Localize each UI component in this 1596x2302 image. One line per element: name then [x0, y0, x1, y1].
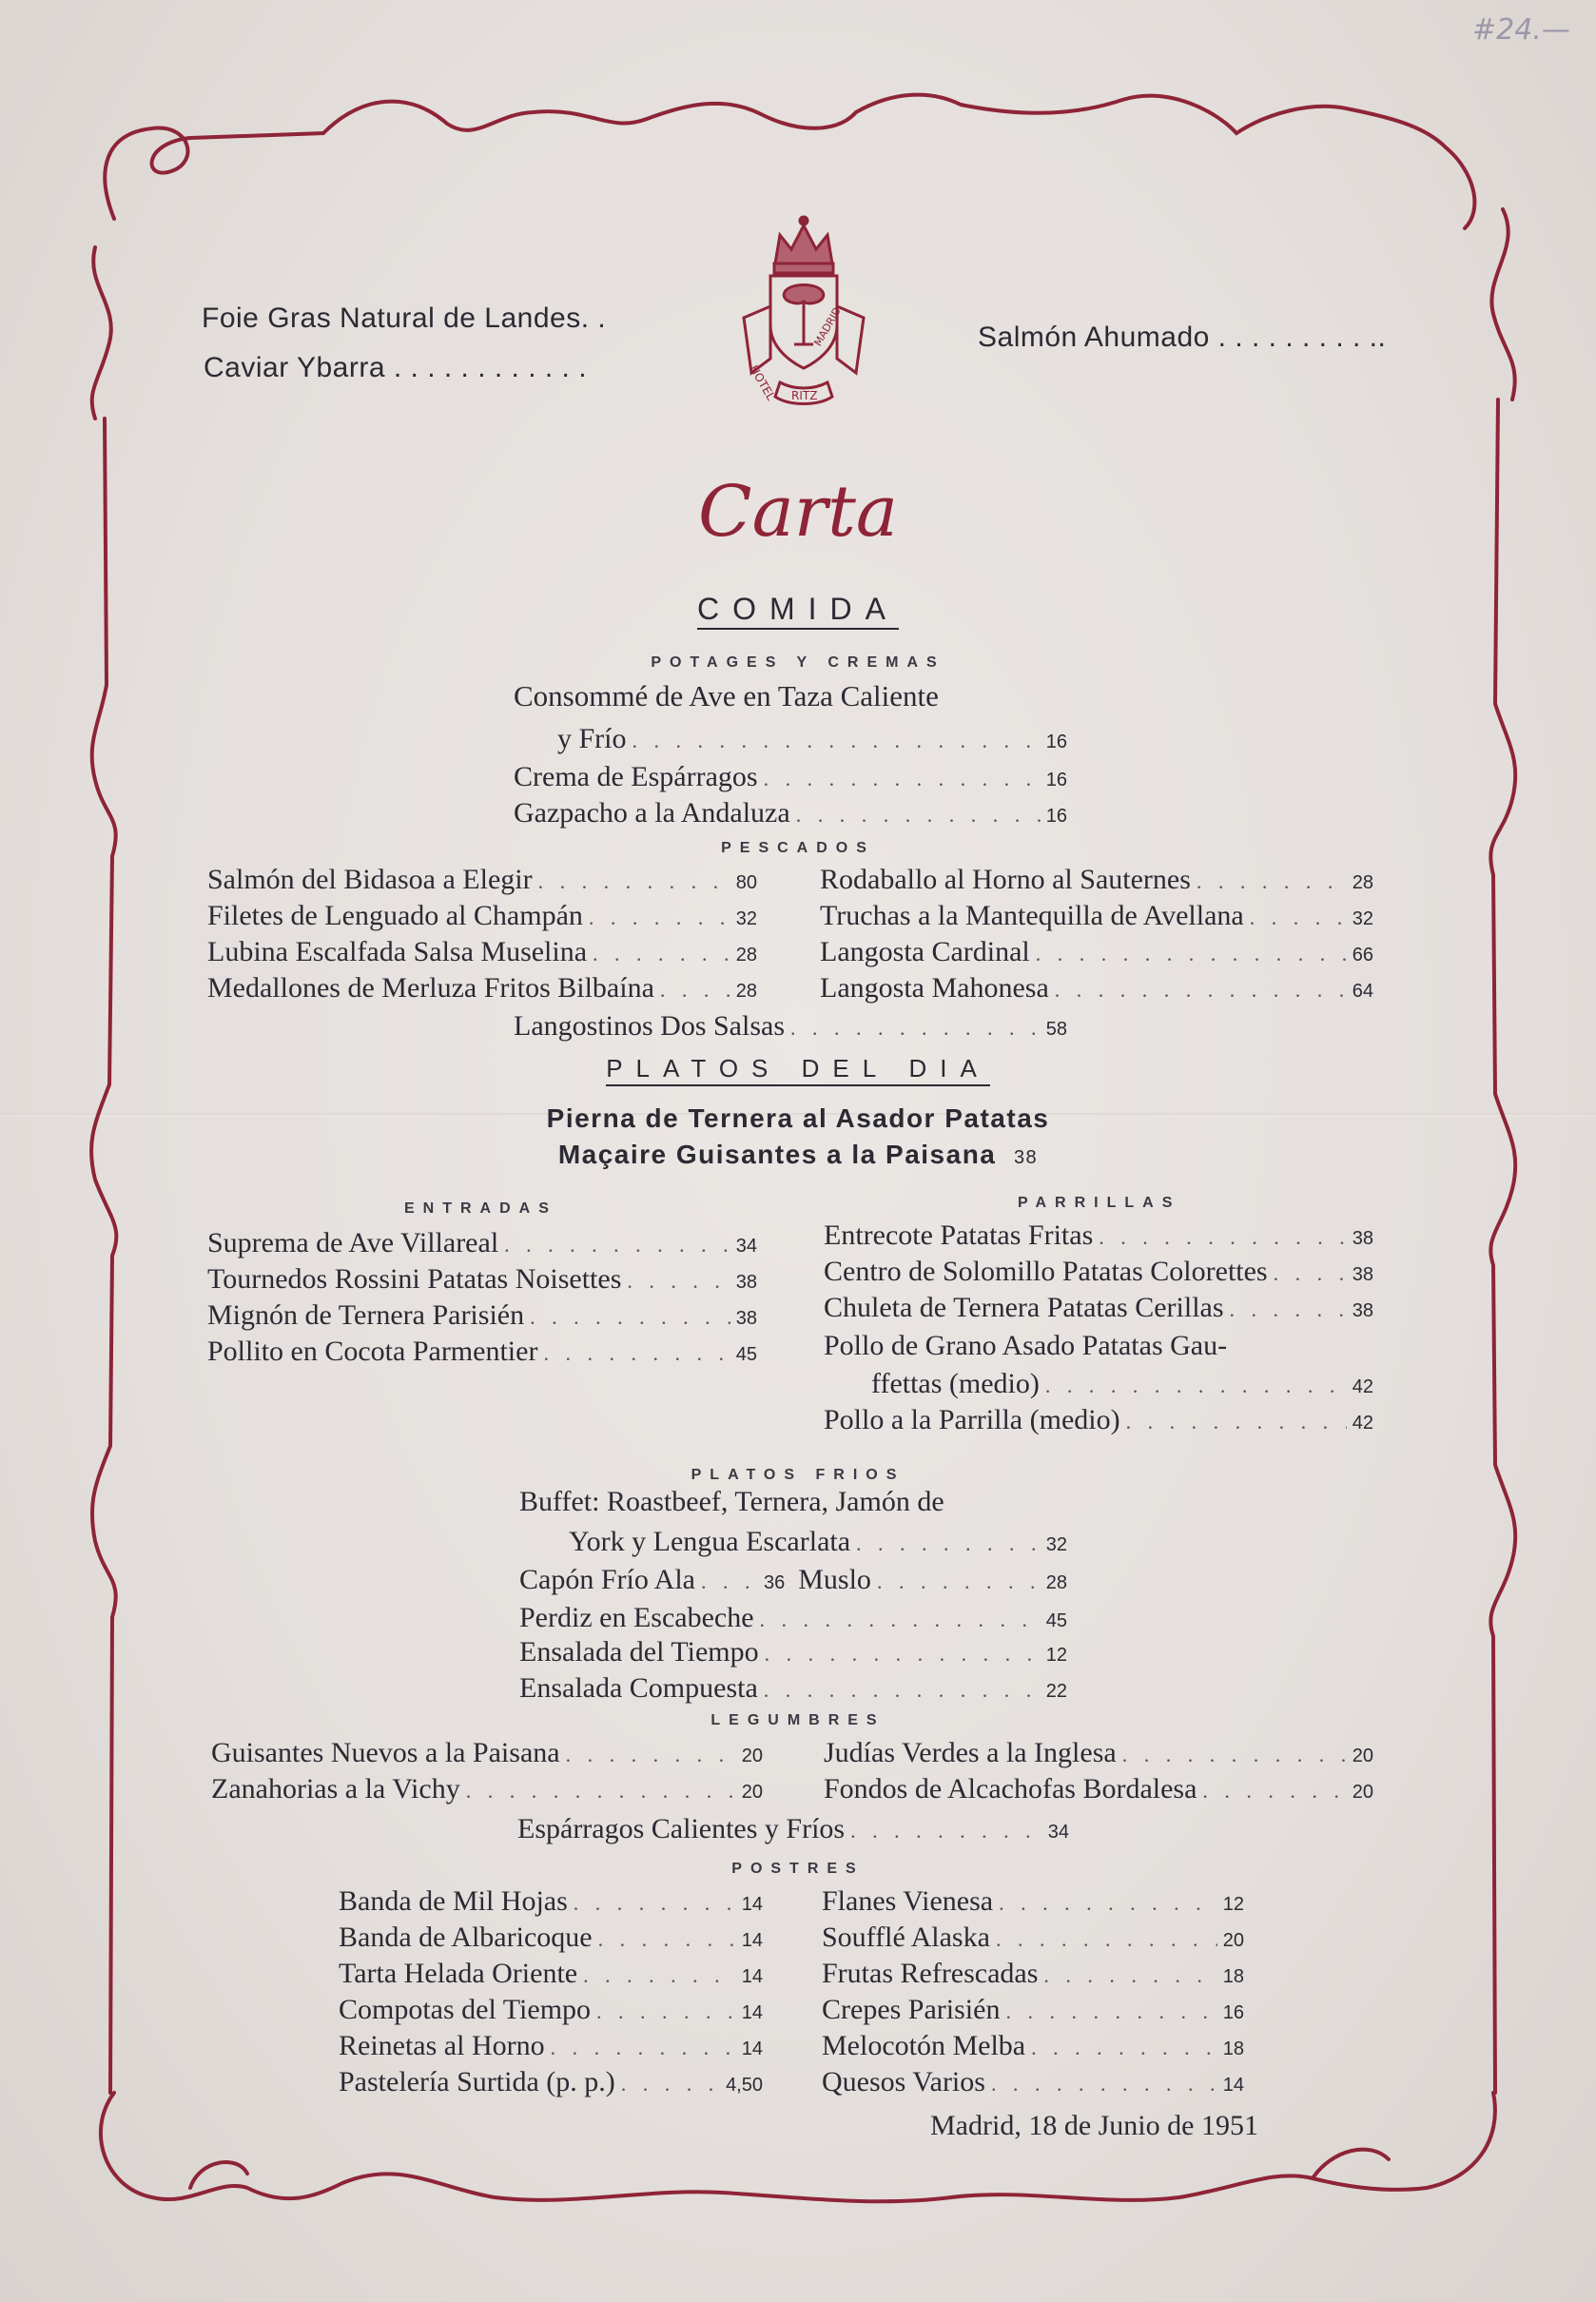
item-price: 16	[1045, 732, 1067, 752]
item-name: Rodaballo al Horno al Sauternes	[820, 864, 1191, 895]
plato-del-dia-line-1: Pierna de Ternera al Asador Patatas	[546, 1103, 1050, 1133]
parrilla-item	[824, 1219, 1373, 1252]
pescado-item	[820, 900, 1373, 932]
item-price: 45	[735, 1344, 757, 1365]
postre-item	[339, 1885, 763, 1918]
item-price: 14	[741, 2039, 763, 2059]
item-price: 42	[1352, 1413, 1373, 1434]
leader-dots	[877, 1570, 1041, 1594]
item-price: 36	[764, 1572, 786, 1593]
item-price: 12	[1045, 1645, 1067, 1666]
leader-dots	[538, 869, 730, 894]
leader-dots	[660, 978, 730, 1003]
item-name: Capón Frío Ala	[519, 1564, 695, 1595]
parrilla-item	[824, 1404, 1373, 1436]
item-name: Filetes de Lenguado al Champán	[207, 900, 583, 931]
handwritten-corner-note: #24.—	[1472, 13, 1570, 47]
pescado-item	[820, 936, 1373, 968]
parrilla-item	[871, 1368, 1373, 1400]
leader-dots	[991, 2072, 1217, 2097]
platos-del-dia-heading-text: PLATOS DEL DIA	[606, 1054, 990, 1086]
pescado-item	[820, 972, 1373, 1005]
item-price: 20	[1222, 1930, 1244, 1951]
plato-frio-item	[519, 1564, 1067, 1596]
section-heading-pescados: PESCADOS	[721, 840, 875, 856]
leader-dots	[1045, 1374, 1347, 1398]
item-name: Centro de Solomillo Patatas Colorettes	[824, 1256, 1268, 1287]
section-heading-legumbres: LEGUMBRES	[710, 1712, 886, 1728]
item-name: Banda de Mil Hojas	[339, 1885, 568, 1917]
leader-dots	[765, 1642, 1041, 1667]
entrada-item	[207, 1263, 757, 1296]
leader-dots	[1043, 1963, 1216, 1988]
crest-text-right: MADRID	[811, 304, 845, 349]
entrada-item	[207, 1227, 757, 1259]
item-price: 64	[1352, 981, 1373, 1002]
pescado-item	[514, 1010, 1067, 1043]
item-price: 38	[1352, 1228, 1373, 1249]
legumbre-item	[211, 1773, 763, 1805]
leader-dots	[574, 1891, 736, 1916]
item-name: Perdiz en Escabeche	[519, 1602, 754, 1633]
item-name: Banda de Albaricoque	[339, 1922, 593, 1953]
hotel-ritz-crest-icon	[732, 211, 875, 430]
pescado-item	[207, 864, 757, 896]
plato-frio-item	[519, 1602, 1067, 1634]
menu-title: Carta	[698, 471, 898, 553]
postre-item	[339, 2030, 763, 2062]
item-name: Melocotón Melba	[822, 2030, 1026, 2061]
comida-heading	[0, 592, 1596, 627]
legumbre-item	[824, 1737, 1373, 1769]
item-price: 20	[1352, 1782, 1373, 1803]
item-price: 32	[735, 908, 757, 929]
item-price: 38	[1352, 1264, 1373, 1285]
plato-frio-item	[519, 1636, 1067, 1668]
item-name: Crema de Espárragos	[514, 761, 758, 792]
leader-dots	[551, 2036, 736, 2060]
item-name: Salmón del Bidasoa a Elegir	[207, 864, 533, 895]
item-price: 66	[1352, 945, 1373, 966]
parrilla-item	[824, 1256, 1373, 1288]
crest-text-center: RITZ	[791, 389, 818, 402]
item-price: 45	[1045, 1610, 1067, 1631]
leader-dots	[996, 1927, 1217, 1952]
top-item-caviar: Caviar Ybarra . . . . . . . . . . . .	[204, 352, 588, 383]
potage-item	[514, 761, 1067, 793]
item-name: Entrecote Patatas Fritas	[824, 1219, 1094, 1251]
item-name: Compotas del Tiempo	[339, 1994, 592, 2025]
item-price: 4,50	[726, 2075, 763, 2096]
leader-dots	[1230, 1297, 1347, 1322]
leader-dots	[796, 803, 1041, 828]
postre-item	[822, 2030, 1244, 2062]
leader-dots	[1055, 978, 1347, 1003]
plato-del-dia-price: 38	[1013, 1147, 1039, 1168]
item-name: Guisantes Nuevos a la Paisana	[211, 1737, 560, 1768]
leader-dots	[466, 1779, 736, 1804]
item-name: York y Lengua Escarlata	[569, 1526, 851, 1557]
leader-dots	[621, 2072, 720, 2097]
plato-frio-item: Buffet: Roastbeef, Ternera, Jamón de	[519, 1486, 944, 1517]
item-name: Langosta Mahonesa	[820, 972, 1049, 1004]
item-name: Ensalada Compuesta	[519, 1672, 758, 1704]
item-name: Judías Verdes a la Inglesa	[824, 1737, 1117, 1768]
leader-dots	[504, 1233, 730, 1258]
menu-date: Madrid, 18 de Junio de 1951	[930, 2110, 1258, 2141]
item-name: Lubina Escalfada Salsa Muselina	[207, 936, 588, 967]
top-item-foie-gras: Foie Gras Natural de Landes. .	[202, 302, 607, 334]
item-price: 16	[1045, 770, 1067, 790]
item-name: Fondos de Alcachofas Bordalesa	[824, 1773, 1197, 1805]
leader-dots	[589, 906, 730, 930]
leader-dots	[764, 1678, 1041, 1703]
entrada-item	[207, 1336, 757, 1368]
plato-del-dia-name: Maçaire Guisantes a la Paisana	[557, 1140, 997, 1169]
item-price: 14	[741, 1966, 763, 1987]
leader-dots	[566, 1743, 736, 1767]
leader-dots	[593, 942, 730, 966]
item-price: 38	[735, 1272, 757, 1293]
leader-dots	[856, 1531, 1041, 1556]
leader-dots	[764, 767, 1041, 791]
plato-frio-item	[519, 1672, 1067, 1705]
item-price-muslo: 28	[1045, 1572, 1067, 1593]
item-name: ffettas (medio)	[871, 1368, 1040, 1399]
item-name: Chuleta de Ternera Patatas Cerillas	[824, 1292, 1224, 1323]
item-name: Frutas Refrescadas	[822, 1958, 1039, 1989]
leader-dots	[1126, 1410, 1347, 1434]
section-heading-postres: POSTRES	[731, 1861, 865, 1877]
leader-dots	[701, 1570, 758, 1594]
platos-del-dia-heading	[0, 1054, 1596, 1083]
item-name: Quesos Varios	[822, 2066, 985, 2097]
item-price: 14	[741, 2002, 763, 2023]
leader-dots	[543, 1341, 730, 1366]
item-name: Pastelería Surtida (p. p.)	[339, 2066, 615, 2097]
leader-dots	[850, 1819, 1042, 1844]
leader-dots	[760, 1608, 1041, 1632]
item-price: 14	[1222, 2075, 1244, 2096]
item-price: 16	[1222, 2002, 1244, 2023]
top-item-salmon: Salmón Ahumado . . . . . . . . . ..	[978, 322, 1387, 353]
item-name: Mignón de Ternera Parisién	[207, 1299, 525, 1331]
leader-dots	[1202, 1779, 1346, 1804]
pescado-item	[207, 972, 757, 1005]
item-name: Tarta Helada Oriente	[339, 1958, 578, 1989]
item-price: 16	[1045, 806, 1067, 827]
item-price: 18	[1222, 1966, 1244, 1987]
item-name: Ensalada del Tiempo	[519, 1636, 759, 1668]
entrada-item	[207, 1299, 757, 1332]
item-price: 80	[735, 872, 757, 893]
plato-frio-item	[569, 1526, 1067, 1558]
pescado-item	[207, 936, 757, 968]
leader-dots	[1036, 942, 1347, 966]
item-price: 28	[735, 981, 757, 1002]
leader-dots	[530, 1305, 730, 1330]
crest-text-left: HOTEL	[747, 362, 778, 403]
item-name: Truchas a la Mantequilla de Avellana	[820, 900, 1244, 931]
item-price: 20	[1352, 1746, 1373, 1766]
pescado-item	[820, 864, 1373, 896]
item-name: Flanes Vienesa	[822, 1885, 994, 1917]
item-price: 58	[1045, 1019, 1067, 1040]
pescado-item	[207, 900, 757, 932]
item-price: 32	[1352, 908, 1373, 929]
section-heading-platos-frios: PLATOS FRIOS	[691, 1467, 905, 1483]
leader-dots	[1250, 906, 1347, 930]
item-price: 28	[1352, 872, 1373, 893]
parrilla-item	[824, 1292, 1373, 1324]
item-name: Zanahorias a la Vichy	[211, 1773, 460, 1805]
section-heading-entradas: ENTRADAS	[404, 1200, 557, 1217]
leader-dots	[1197, 869, 1347, 894]
item-name: Pollo a la Parrilla (medio)	[824, 1404, 1120, 1435]
item-price: 22	[1045, 1681, 1067, 1702]
item-price: 38	[735, 1308, 757, 1329]
item-price: 20	[741, 1746, 763, 1766]
legumbre-item	[211, 1737, 763, 1769]
item-price: 14	[741, 1930, 763, 1951]
item-price: 34	[735, 1236, 757, 1257]
leader-dots	[1099, 1225, 1347, 1250]
leader-dots	[583, 1963, 736, 1988]
potage-item: Consommé de Ave en Taza Caliente	[514, 679, 939, 712]
item-name: Suprema de Ave Villareal	[207, 1227, 499, 1258]
item-price: 12	[1222, 1894, 1244, 1915]
item-price: 34	[1047, 1822, 1069, 1843]
leader-dots	[1031, 2036, 1217, 2060]
parrilla-item: Pollo de Grano Asado Patatas Gau-	[824, 1330, 1228, 1361]
postre-item	[339, 1922, 763, 1954]
leader-dots	[596, 2000, 736, 2024]
plato-del-dia-line-2	[0, 1140, 1596, 1170]
leader-dots	[627, 1269, 730, 1294]
leader-dots	[1274, 1261, 1347, 1286]
item-name-muslo: Muslo	[798, 1564, 871, 1595]
legumbre-item	[517, 1813, 1069, 1845]
item-price: 14	[741, 1894, 763, 1915]
item-price: 28	[735, 945, 757, 966]
postre-item	[339, 2066, 763, 2098]
item-name: Medallones de Merluza Fritos Bilbaína	[207, 972, 654, 1004]
item-name: Reinetas al Horno	[339, 2030, 545, 2061]
comida-heading-text: COMIDA	[697, 592, 899, 630]
leader-dots	[1005, 2000, 1216, 2024]
item-price: 32	[1045, 1534, 1067, 1555]
item-name: Langostinos Dos Salsas	[514, 1010, 785, 1042]
item-price: 18	[1222, 2039, 1244, 2059]
legumbre-item	[824, 1773, 1373, 1805]
item-price: 42	[1352, 1376, 1373, 1397]
item-name: y Frío	[557, 723, 627, 754]
item-name: Langosta Cardinal	[820, 936, 1030, 967]
leader-dots	[999, 1891, 1217, 1916]
item-name: Pollito en Cocota Parmentier	[207, 1336, 538, 1367]
potage-item	[557, 723, 1067, 755]
section-heading-potages: POTAGES Y CREMAS	[651, 654, 945, 671]
leader-dots	[598, 1927, 736, 1952]
item-price: 38	[1352, 1300, 1373, 1321]
leader-dots	[633, 729, 1041, 753]
leader-dots	[790, 1016, 1041, 1041]
item-name: Soufflé Alaska	[822, 1922, 990, 1953]
item-name: Crepes Parisién	[822, 1994, 1001, 2025]
postre-item	[339, 1958, 763, 1990]
item-price: 20	[741, 1782, 763, 1803]
postre-item	[822, 1922, 1244, 1954]
item-name: Espárragos Calientes y Fríos	[517, 1813, 846, 1844]
postre-item	[822, 1994, 1244, 2026]
section-heading-parrillas: PARRILLAS	[1018, 1195, 1181, 1211]
postre-item	[822, 2066, 1244, 2098]
item-name: Gazpacho a la Andaluza	[514, 797, 790, 829]
postre-item	[822, 1958, 1244, 1990]
postre-item	[339, 1994, 763, 2026]
leader-dots	[1122, 1743, 1347, 1767]
postre-item	[822, 1885, 1244, 1918]
item-name: Tournedos Rossini Patatas Noisettes	[207, 1263, 622, 1295]
potage-item	[514, 797, 1067, 829]
